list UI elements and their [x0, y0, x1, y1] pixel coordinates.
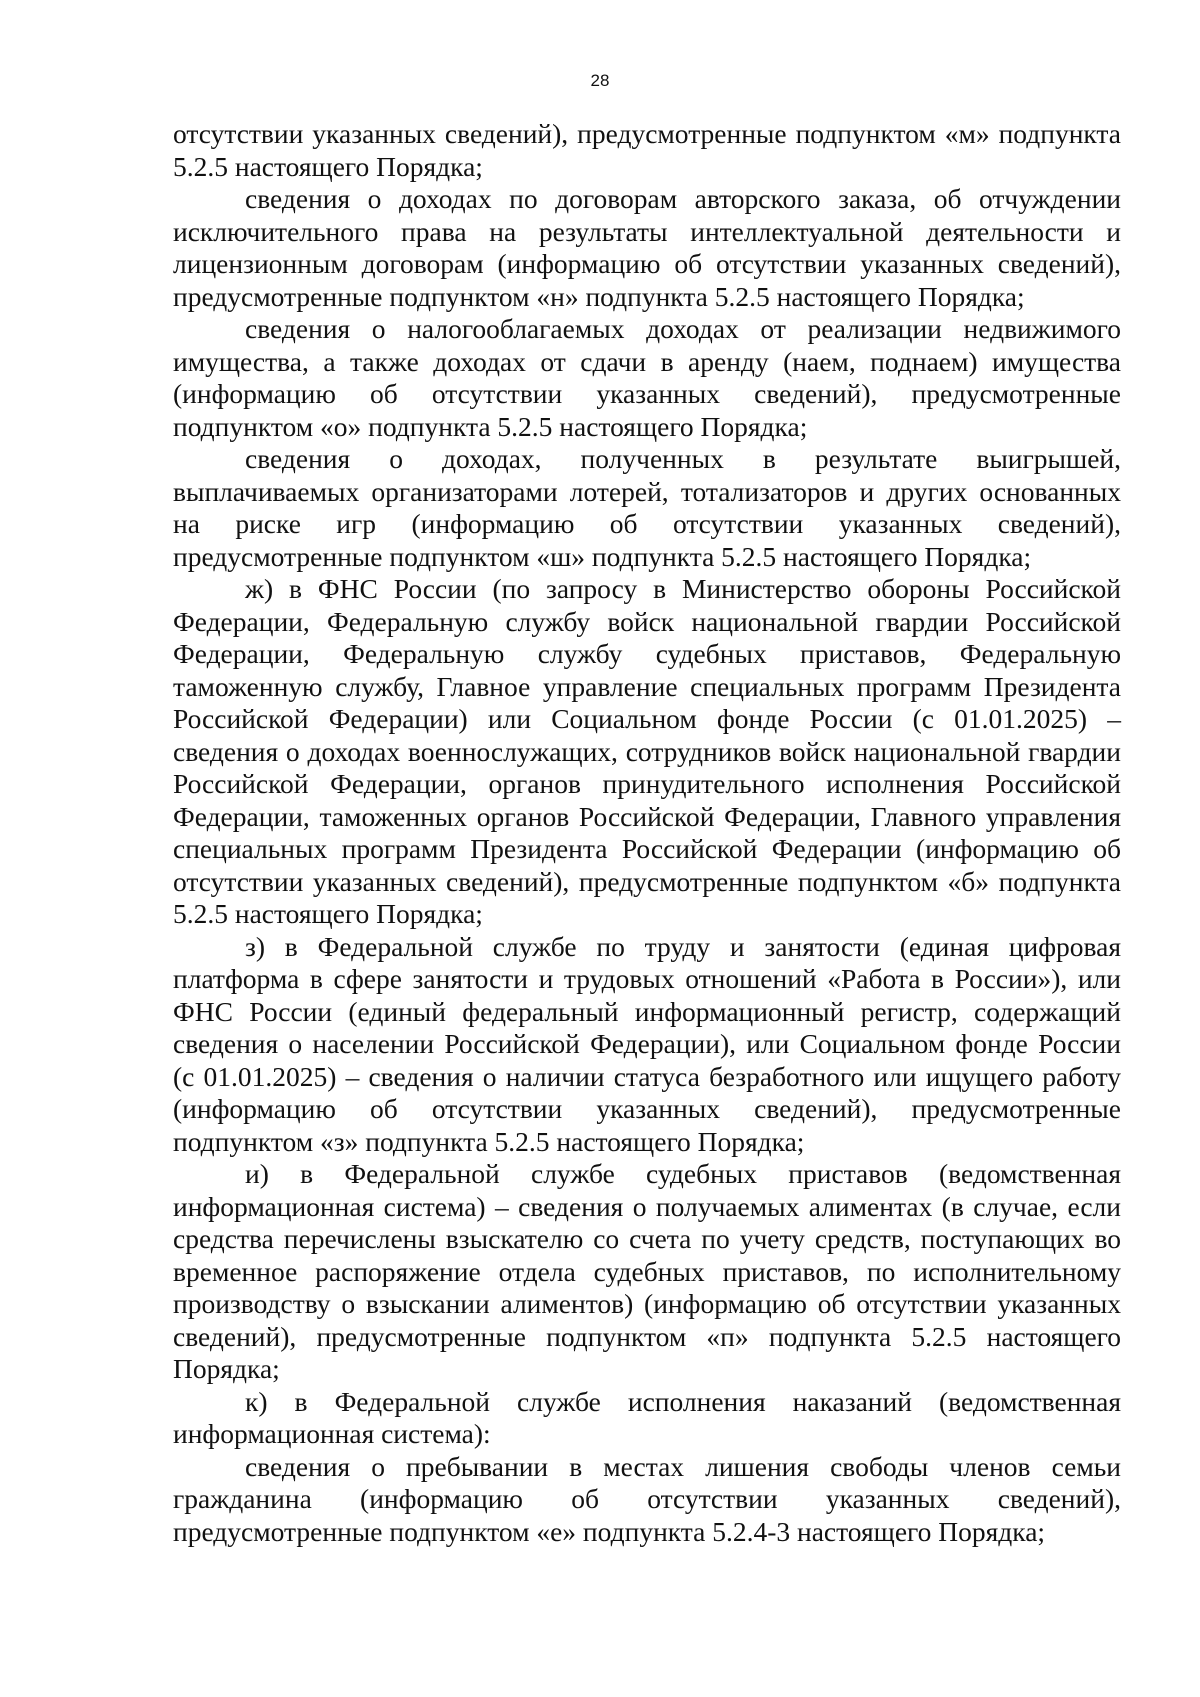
page-number: 28	[590, 71, 610, 90]
paragraph: сведения о доходах, полученных в результате выигрышей, выплачиваемых организаторами лотерей, тотализаторов и других основанных на риске игр (информацию об отсутствии указанных сведений), предусмотренные подпунктом «ш» подпункта 5.2.5 настоящего Порядка;	[173, 443, 1121, 572]
paragraph: сведения о налогооблагаемых доходах от реализации недвижимого имущества, а также доходах от сдачи в аренду (наем, поднаем) имущества (информацию об отсутствии указанных сведений), предусмотренные подпунктом «о» подпункта 5.2.5 настоящего Порядка;	[173, 313, 1121, 442]
paragraph: ж) в ФНС России (по запросу в Министерство обороны Российской Федерации, Федеральную службу войск национальной гвардии Российской Федерации, Федеральную службу судебных приставов, Федеральную таможенную службу, Главное управление специальных программ Президента Российской Федерации) или Социальном фонде России (с 01.01.2025) – сведения о доходах военнослужащих, сотрудников войск национальной гвардии Российской Федерации, органов принудительного исполнения Российской Федерации, таможенных органов Российской Федерации, Главного управления специальных программ Президента Российской Федерации (информацию об отсутствии указанных сведений), предусмотренные подпунктом «б» подпункта 5.2.5 настоящего Порядка;	[173, 573, 1121, 929]
paragraph: з) в Федеральной службе по труду и занятости (единая цифровая платформа в сфере занятости и трудовых отношений «Работа в России»), или ФНС России (единый федеральный информационный регистр, содержащий сведения о населении Российской Федерации), или Социальном фонде России (с 01.01.2025) – сведения о наличии статуса безработного или ищущего работу (информацию об отсутствии указанных сведений), предусмотренные подпунктом «з» подпункта 5.2.5 настоящего Порядка;	[173, 930, 1121, 1157]
paragraph: отсутствии указанных сведений), предусмотренные подпунктом «м» подпункта 5.2.5 настоящего Порядка;	[173, 118, 1121, 182]
paragraph: сведения о доходах по договорам авторского заказа, об отчуждении исключительного права на результаты интеллектуальной деятельности и лицензионным договорам (информацию об отсутствии указанных сведений), предусмотренные подпунктом «н» подпункта 5.2.5 настоящего Порядка;	[173, 183, 1121, 312]
paragraph: сведения о пребывании в местах лишения свободы членов семьи гражданина (информацию об отсутствии указанных сведений), предусмотренные подпунктом «е» подпункта 5.2.4-3 настоящего Порядка;	[173, 1450, 1121, 1547]
document-body	[173, 118, 1121, 1548]
paragraph: к) в Федеральной службе исполнения наказаний (ведомственная информационная система):	[173, 1385, 1121, 1449]
paragraph: и) в Федеральной службе судебных приставов (ведомственная информационная система) – сведения о получаемых алиментах (в случае, если средства перечислены взыскателю со счета по учету средств, поступающих во временное распоряжение отдела судебных приставов, по исполнительному производству о взыскании алиментов) (информацию об отсутствии указанных сведений), предусмотренные подпунктом «п» подпункта 5.2.5 настоящего Порядка;	[173, 1158, 1121, 1384]
